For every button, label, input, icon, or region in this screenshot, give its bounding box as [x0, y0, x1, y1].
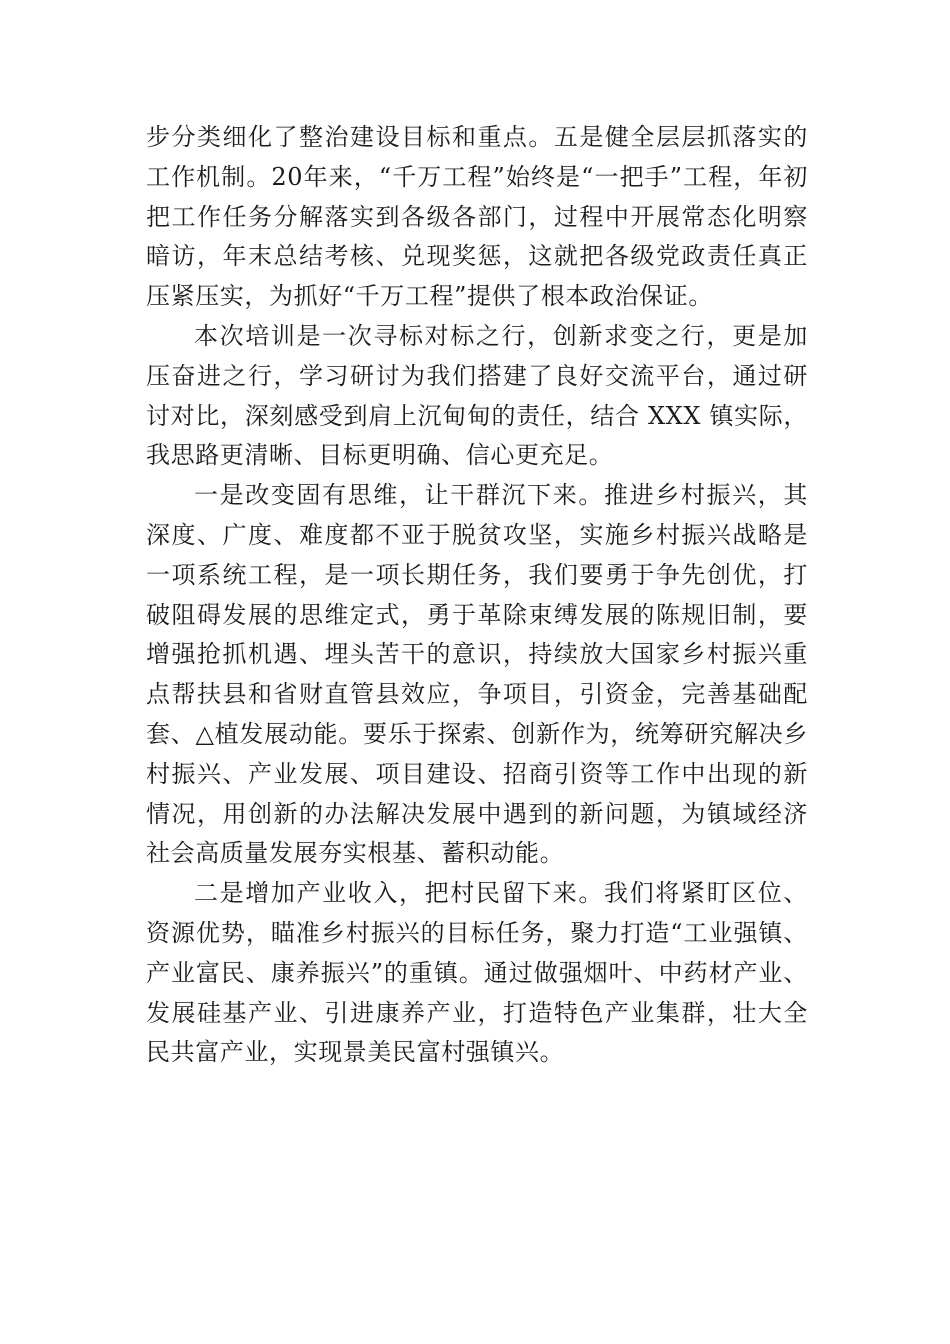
paragraph-training-summary: 本次培训是一次寻标对标之行，创新求变之行，更是加压奋进之行，学习研讨为我们搭建了良好交流平台，通过研讨对比，深刻感受到肩上沉甸甸的责任，结合 XXX 镇实际，我思路更清晰、目标更明确、信心更充足。: [146, 321, 808, 470]
paragraph-point-one: 一是改变固有思维，让干群沉下来。推进乡村振兴，其深度、广度、难度都不亚于脱贫攻坚，实施乡村振兴战略是一项系统工程，是一项长期任务，我们要勇于争先创优，打破阻碍发展的思维定式，勇于革除束缚发展的陈规旧制，要增强抢抓机遇、埋头苦干的意识，持续放大国家乡村振兴重点帮扶县和省财直管县效应，争项目，引资金，完善基础配套、△植发展动能。要乐于探索、创新作为，统筹研究解决乡村振兴、产业发展、项目建设、招商引资等工作中出现的新情况，用创新的办法解决发展中遇到的新问题，为镇域经济社会高质量发展夯实根基、蓄积动能。: [146, 481, 808, 868]
document-body: [146, 118, 808, 1073]
paragraph-continuation: 步分类细化了整治建设目标和重点。五是健全层层抓落实的工作机制。20年来，“千万工程”始终是“一把手”工程，年初把工作任务分解落实到各级各部门，过程中开展常态化明察暗访，年末总结考核、兑现奖惩，这就把各级党政责任真正压紧压实，为抓好“千万工程”提供了根本政治保证。: [146, 123, 808, 311]
paragraph-point-two: 二是增加产业收入，把村民留下来。我们将紧盯区位、资源优势，瞄准乡村振兴的目标任务，聚力打造“工业强镇、产业富民、康养振兴”的重镇。通过做强烟叶、中药材产业、发展硅基产业、引进康养产业，打造特色产业集群，壮大全民共富产业，实现景美民富村强镇兴。: [146, 879, 808, 1067]
